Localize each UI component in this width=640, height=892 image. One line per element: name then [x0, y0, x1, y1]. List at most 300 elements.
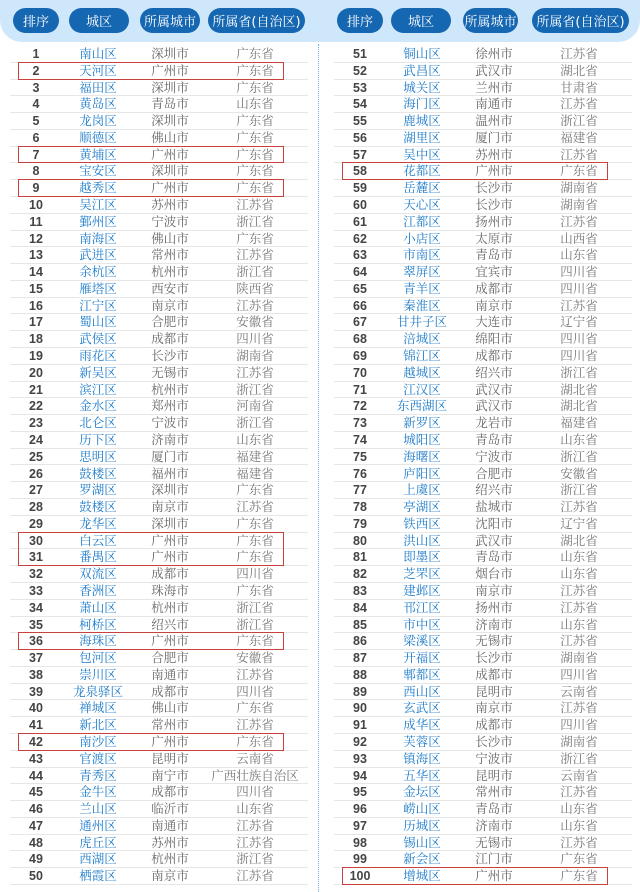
cell-city: 广州市	[151, 633, 189, 649]
cell-rank: 19	[29, 349, 43, 364]
cell-rank: 59	[353, 181, 367, 196]
cell-rank: 14	[29, 265, 43, 280]
table-row	[334, 247, 632, 264]
table-row	[334, 851, 632, 868]
cell-city: 成都市	[151, 566, 189, 582]
cell-province: 湖南省	[560, 733, 598, 749]
cell-district: 江都区	[403, 213, 441, 229]
table-row	[10, 818, 308, 835]
cell-province: 广西壮族自治区	[211, 767, 299, 783]
cell-district: 天河区	[79, 62, 117, 78]
cell-rank: 39	[29, 684, 43, 699]
table-row	[10, 499, 308, 516]
cell-city: 南通市	[151, 666, 189, 682]
table-row	[10, 63, 308, 80]
cell-district: 武侯区	[79, 331, 117, 347]
table-row	[10, 415, 308, 432]
cell-rank: 69	[353, 349, 367, 364]
cell-province: 四川省	[236, 331, 274, 347]
cell-city: 济南市	[475, 616, 513, 632]
table-row	[334, 63, 632, 80]
cell-rank: 37	[29, 651, 43, 666]
cell-rank: 20	[29, 365, 43, 380]
cell-province: 江苏省	[560, 46, 598, 61]
cell-rank: 89	[353, 684, 367, 699]
cell-district: 顺德区	[79, 129, 117, 145]
cell-province: 广东省	[236, 532, 274, 548]
table-row	[10, 717, 308, 734]
table-row	[334, 482, 632, 499]
cell-rank: 56	[353, 130, 367, 145]
cell-city: 广州市	[151, 62, 189, 78]
cell-city: 常州市	[151, 717, 189, 733]
table-row	[10, 516, 308, 533]
table-row	[10, 130, 308, 147]
cell-rank: 31	[29, 550, 43, 565]
cell-rank: 67	[353, 315, 367, 330]
cell-district: 龙岗区	[79, 113, 117, 129]
cell-province: 江苏省	[560, 599, 598, 615]
cell-city: 徐州市	[475, 46, 513, 61]
cell-city: 深圳市	[151, 113, 189, 129]
table-row	[10, 197, 308, 214]
cell-district: 小店区	[403, 230, 441, 246]
cell-district: 吴中区	[403, 146, 441, 162]
cell-rank: 57	[353, 147, 367, 162]
cell-province: 江苏省	[560, 633, 598, 649]
cell-city: 盐城市	[475, 499, 513, 515]
cell-district: 市南区	[403, 247, 441, 263]
cell-district: 青秀区	[79, 767, 117, 783]
table-row	[334, 466, 632, 483]
cell-province: 广东省	[560, 851, 598, 867]
table-row	[10, 96, 308, 113]
cell-rank: 76	[353, 466, 367, 481]
cell-rank: 13	[29, 248, 43, 263]
cell-district: 滨江区	[79, 381, 117, 397]
table-row	[334, 80, 632, 97]
cell-city: 合肥市	[151, 650, 189, 666]
table-row	[334, 197, 632, 214]
table-row	[334, 650, 632, 667]
cell-province: 四川省	[560, 280, 598, 296]
cell-province: 江苏省	[560, 213, 598, 229]
table-row	[10, 214, 308, 231]
cell-rank: 8	[32, 164, 40, 179]
cell-district: 余杭区	[79, 264, 117, 280]
cell-province: 辽宁省	[560, 515, 598, 531]
table-row	[334, 499, 632, 516]
cell-district: 历城区	[403, 817, 441, 833]
cell-province: 浙江省	[236, 599, 274, 615]
cell-district: 梁溪区	[403, 633, 441, 649]
table-row	[10, 432, 308, 449]
table-row	[10, 549, 308, 566]
cell-city: 深圳市	[151, 515, 189, 531]
cell-province: 浙江省	[560, 448, 598, 464]
cell-province: 广东省	[236, 79, 274, 95]
table-row	[334, 617, 632, 634]
cell-province: 湖北省	[560, 398, 598, 414]
table-row	[334, 868, 632, 885]
table-row	[334, 784, 632, 801]
cell-city: 郑州市	[151, 398, 189, 414]
cell-province: 四川省	[236, 566, 274, 582]
table-row	[334, 382, 632, 399]
table-row	[10, 147, 308, 164]
cell-city: 成都市	[475, 348, 513, 364]
cell-rank: 55	[353, 114, 367, 129]
table-row	[334, 130, 632, 147]
cell-district: 武进区	[79, 247, 117, 263]
cell-district: 栖霞区	[79, 868, 117, 884]
table-row	[10, 482, 308, 499]
cell-city: 济南市	[151, 431, 189, 447]
cell-province: 广东省	[236, 46, 274, 61]
cell-province: 广东省	[236, 113, 274, 129]
cell-district: 芙蓉区	[403, 733, 441, 749]
cell-city: 兰州市	[475, 79, 513, 95]
table-row	[334, 667, 632, 684]
cell-province: 江苏省	[560, 146, 598, 162]
cell-district: 江宁区	[79, 297, 117, 313]
cell-rank: 58	[353, 164, 367, 179]
cell-city: 广州市	[151, 733, 189, 749]
table-row	[334, 264, 632, 281]
cell-district: 秦淮区	[403, 297, 441, 313]
table-row	[10, 751, 308, 768]
cell-province: 山东省	[236, 801, 274, 817]
header-province-right: 所属省(自治区)	[532, 8, 629, 33]
cell-rank: 10	[29, 198, 43, 213]
cell-district: 番禺区	[79, 549, 117, 565]
cell-district: 江汉区	[403, 381, 441, 397]
cell-province: 四川省	[236, 784, 274, 800]
cell-rank: 16	[29, 298, 43, 313]
table-row	[334, 600, 632, 617]
table-row	[334, 684, 632, 701]
cell-rank: 25	[29, 449, 43, 464]
table-row	[334, 751, 632, 768]
cell-city: 宁波市	[151, 415, 189, 431]
cell-province: 福建省	[560, 129, 598, 145]
cell-city: 宁波市	[151, 213, 189, 229]
cell-rank: 99	[353, 852, 367, 867]
cell-province: 山东省	[560, 817, 598, 833]
cell-city: 长沙市	[475, 650, 513, 666]
cell-rank: 29	[29, 516, 43, 531]
cell-province: 江苏省	[236, 834, 274, 850]
header-rank-right: 排序	[337, 8, 383, 33]
cell-rank: 72	[353, 399, 367, 414]
table-row	[10, 46, 308, 63]
cell-district: 西湖区	[79, 851, 117, 867]
table-row	[10, 533, 308, 550]
cell-rank: 71	[353, 382, 367, 397]
cell-rank: 47	[29, 818, 43, 833]
cell-district: 萧山区	[79, 599, 117, 615]
cell-city: 广州市	[151, 549, 189, 565]
cell-rank: 65	[353, 281, 367, 296]
cell-city: 烟台市	[475, 566, 513, 582]
cell-district: 金水区	[79, 398, 117, 414]
cell-city: 宁波市	[475, 448, 513, 464]
cell-district: 崂山区	[403, 801, 441, 817]
cell-city: 长沙市	[475, 197, 513, 213]
cell-district: 建邺区	[403, 582, 441, 598]
cell-province: 山东省	[560, 616, 598, 632]
cell-province: 湖南省	[560, 650, 598, 666]
cell-city: 成都市	[475, 717, 513, 733]
cell-province: 广东省	[236, 163, 274, 179]
cell-district: 海珠区	[79, 633, 117, 649]
cell-rank: 49	[29, 852, 43, 867]
cell-city: 厦门市	[475, 129, 513, 145]
cell-rank: 41	[29, 718, 43, 733]
cell-city: 太原市	[475, 230, 513, 246]
cell-rank: 75	[353, 449, 367, 464]
table-row	[10, 583, 308, 600]
table-row	[10, 281, 308, 298]
column-divider	[318, 44, 319, 892]
cell-rank: 91	[353, 718, 367, 733]
cell-district: 青羊区	[403, 280, 441, 296]
cell-province: 山东省	[560, 549, 598, 565]
cell-province: 江苏省	[560, 96, 598, 112]
cell-district: 蜀山区	[79, 314, 117, 330]
cell-city: 合肥市	[475, 465, 513, 481]
cell-rank: 74	[353, 432, 367, 447]
cell-province: 福建省	[236, 448, 274, 464]
table-row	[10, 298, 308, 315]
cell-province: 江苏省	[236, 197, 274, 213]
cell-city: 青岛市	[151, 96, 189, 112]
cell-province: 山东省	[560, 566, 598, 582]
cell-province: 广东省	[236, 549, 274, 565]
cell-district: 五华区	[403, 767, 441, 783]
table-row	[10, 768, 308, 785]
cell-rank: 81	[353, 550, 367, 565]
cell-city: 青岛市	[475, 431, 513, 447]
table-row	[334, 163, 632, 180]
cell-rank: 48	[29, 835, 43, 850]
cell-district: 天心区	[403, 197, 441, 213]
cell-city: 昆明市	[151, 750, 189, 766]
cell-district: 鄞州区	[79, 213, 117, 229]
cell-province: 湖北省	[560, 62, 598, 78]
cell-city: 武汉市	[475, 398, 513, 414]
table-row	[334, 314, 632, 331]
cell-rank: 4	[32, 97, 40, 112]
table-row	[10, 382, 308, 399]
cell-province: 广东省	[236, 129, 274, 145]
cell-province: 湖南省	[560, 180, 598, 196]
cell-province: 浙江省	[236, 213, 274, 229]
cell-province: 江苏省	[236, 297, 274, 313]
table-row	[334, 180, 632, 197]
cell-rank: 3	[32, 80, 40, 95]
cell-district: 鼓楼区	[79, 465, 117, 481]
cell-district: 湖里区	[403, 129, 441, 145]
cell-province: 山东省	[560, 247, 598, 263]
table-row	[334, 768, 632, 785]
cell-city: 深圳市	[151, 482, 189, 498]
cell-district: 金坛区	[403, 784, 441, 800]
cell-rank: 85	[353, 617, 367, 632]
cell-district: 上虞区	[403, 482, 441, 498]
cell-rank: 53	[353, 80, 367, 95]
cell-city: 苏州市	[475, 146, 513, 162]
cell-district: 开福区	[403, 650, 441, 666]
cell-city: 长沙市	[475, 733, 513, 749]
table-row	[334, 516, 632, 533]
cell-province: 湖南省	[560, 197, 598, 213]
cell-district: 邗江区	[403, 599, 441, 615]
cell-city: 杭州市	[151, 851, 189, 867]
cell-rank: 92	[353, 734, 367, 749]
table-row	[334, 700, 632, 717]
cell-rank: 7	[32, 147, 40, 162]
cell-city: 合肥市	[151, 314, 189, 330]
cell-district: 南沙区	[79, 733, 117, 749]
cell-rank: 77	[353, 483, 367, 498]
cell-city: 南京市	[151, 297, 189, 313]
cell-province: 浙江省	[560, 750, 598, 766]
cell-city: 南通市	[151, 817, 189, 833]
table-row	[10, 80, 308, 97]
cell-rank: 82	[353, 567, 367, 582]
cell-city: 杭州市	[151, 264, 189, 280]
cell-city: 无锡市	[475, 834, 513, 850]
cell-city: 广州市	[151, 180, 189, 196]
cell-rank: 86	[353, 634, 367, 649]
cell-city: 江门市	[475, 851, 513, 867]
cell-rank: 27	[29, 483, 43, 498]
table-row	[334, 801, 632, 818]
cell-city: 济南市	[475, 817, 513, 833]
cell-rank: 40	[29, 701, 43, 716]
cell-province: 广东省	[236, 700, 274, 716]
table-row	[10, 113, 308, 130]
cell-rank: 36	[29, 634, 43, 649]
cell-city: 南京市	[475, 297, 513, 313]
cell-district: 鹿城区	[403, 113, 441, 129]
table-row	[10, 784, 308, 801]
cell-province: 山西省	[560, 230, 598, 246]
cell-district: 北仑区	[79, 415, 117, 431]
cell-rank: 83	[353, 583, 367, 598]
cell-city: 佛山市	[151, 700, 189, 716]
cell-province: 江苏省	[560, 582, 598, 598]
cell-province: 广东省	[236, 733, 274, 749]
cell-district: 铁西区	[403, 515, 441, 531]
cell-rank: 26	[29, 466, 43, 481]
cell-province: 湖北省	[560, 381, 598, 397]
cell-province: 广东省	[236, 515, 274, 531]
cell-province: 江苏省	[236, 817, 274, 833]
table-row	[334, 717, 632, 734]
table-row	[334, 231, 632, 248]
header-district: 城区	[69, 8, 129, 33]
cell-rank: 30	[29, 533, 43, 548]
table-row	[10, 650, 308, 667]
cell-district: 雁塔区	[79, 280, 117, 296]
table-row	[334, 549, 632, 566]
cell-province: 广东省	[236, 180, 274, 196]
cell-province: 浙江省	[560, 482, 598, 498]
cell-rank: 5	[32, 114, 40, 129]
cell-district: 亭湖区	[403, 499, 441, 515]
cell-district: 通州区	[79, 817, 117, 833]
cell-city: 成都市	[475, 280, 513, 296]
table-row	[334, 415, 632, 432]
cell-province: 江苏省	[560, 784, 598, 800]
cell-rank: 97	[353, 818, 367, 833]
cell-city: 成都市	[151, 331, 189, 347]
table-row	[334, 583, 632, 600]
cell-province: 江苏省	[236, 247, 274, 263]
cell-rank: 60	[353, 198, 367, 213]
table-row	[10, 163, 308, 180]
cell-rank: 35	[29, 617, 43, 632]
cell-city: 长沙市	[475, 180, 513, 196]
table-row	[10, 314, 308, 331]
table-row	[10, 466, 308, 483]
cell-city: 武汉市	[475, 532, 513, 548]
table-row	[10, 331, 308, 348]
cell-province: 广东省	[236, 146, 274, 162]
table-row	[10, 180, 308, 197]
cell-province: 云南省	[560, 767, 598, 783]
cell-city: 绵阳市	[475, 331, 513, 347]
cell-district: 香洲区	[79, 582, 117, 598]
cell-province: 浙江省	[236, 264, 274, 280]
cell-city: 深圳市	[151, 79, 189, 95]
cell-rank: 51	[353, 47, 367, 61]
cell-district: 增城区	[403, 868, 441, 884]
cell-city: 南京市	[151, 499, 189, 515]
cell-province: 云南省	[560, 683, 598, 699]
cell-district: 锡山区	[403, 834, 441, 850]
cell-province: 江苏省	[560, 499, 598, 515]
cell-rank: 38	[29, 667, 43, 682]
header-city-right: 所属城市	[463, 8, 518, 33]
cell-district: 福田区	[79, 79, 117, 95]
cell-rank: 52	[353, 63, 367, 78]
cell-rank: 66	[353, 298, 367, 313]
cell-province: 四川省	[560, 264, 598, 280]
cell-city: 苏州市	[151, 197, 189, 213]
cell-rank: 23	[29, 416, 43, 431]
cell-province: 四川省	[560, 717, 598, 733]
cell-rank: 17	[29, 315, 43, 330]
cell-province: 辽宁省	[560, 314, 598, 330]
cell-district: 市中区	[403, 616, 441, 632]
cell-province: 安徽省	[236, 314, 274, 330]
cell-district: 官渡区	[79, 750, 117, 766]
table-row	[334, 734, 632, 751]
table-row	[334, 214, 632, 231]
cell-district: 铜山区	[403, 46, 441, 61]
cell-city: 苏州市	[151, 834, 189, 850]
cell-province: 福建省	[236, 465, 274, 481]
cell-district: 鼓楼区	[79, 499, 117, 515]
cell-city: 昆明市	[475, 683, 513, 699]
cell-city: 厦门市	[151, 448, 189, 464]
cell-rank: 12	[29, 231, 43, 246]
cell-district: 郫都区	[403, 666, 441, 682]
table-row	[10, 348, 308, 365]
